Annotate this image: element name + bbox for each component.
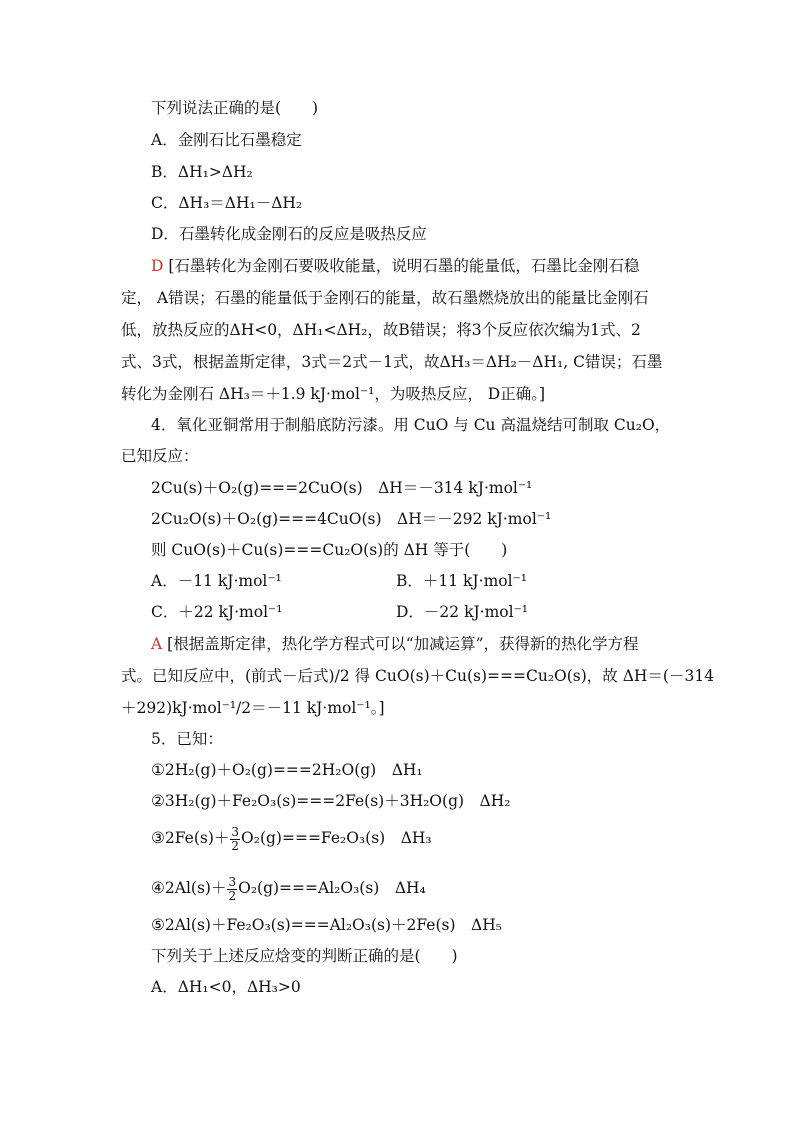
q5-reaction-3	[151, 823, 432, 853]
q5-stem: 5．已知：	[151, 730, 223, 748]
q5-reaction-1: ①2H₂(g)＋O₂(g)===2H₂O(g) ΔH₁	[151, 761, 423, 779]
fraction-numerator: 3	[228, 874, 237, 889]
fraction-denominator: 2	[231, 838, 240, 853]
q4-option-a: A．－11 kJ·mol⁻¹	[151, 572, 282, 590]
q4-explanation-line1	[151, 634, 639, 654]
q5-reaction-4	[151, 873, 426, 903]
q5-option-a: A．ΔH₁<0，ΔH₃>0	[151, 978, 301, 996]
q3-explanation-line3: 低，放热反应的ΔH<0，ΔH₁<ΔH₂，故B错误；将3个反应依次编为1式、2	[121, 321, 641, 339]
q5-reaction-5: ⑤2Al(s)＋Fe₂O₃(s)===Al₂O₃(s)＋2Fe(s) ΔH₅	[151, 916, 502, 934]
q5-reaction-4-fraction	[227, 876, 237, 903]
q4-option-d: D．－22 kJ·mol⁻¹	[396, 603, 528, 621]
q5-reaction-3-left: ③2Fe(s)＋	[151, 829, 230, 847]
q3-option-c: C．ΔH₃＝ΔH₁－ΔH₂	[151, 194, 303, 212]
q3-explanation-line4: 式、3式，根据盖斯定律，3式＝2式－1式，故ΔH₃＝ΔH₂－ΔH₁, C错误；石墨	[121, 353, 663, 371]
q3-explanation-text1: [石墨转化为金刚石要吸收能量，说明石墨的能量低，石墨比金刚石稳	[168, 257, 640, 275]
q4-explanation-text1: [根据盖斯定律，热化学方程式可以“加减运算”，获得新的热化学方程	[167, 635, 639, 653]
q3-explanation-line2: 定， A错误；石墨的能量低于金刚石的能量，故石墨燃烧放出的能量比金刚石	[121, 289, 649, 307]
q5-reaction-3-right: O₂(g)===Fe₂O₃(s) ΔH₃	[241, 829, 432, 847]
q3-explanation-line5: 转化为金刚石 ΔH₃＝＋1.9 kJ·mol⁻¹，为吸热反应， D正确。]	[121, 385, 545, 403]
q5-reaction-3-fraction	[230, 826, 240, 853]
q5-reaction-4-right: O₂(g)===Al₂O₃(s) ΔH₄	[238, 879, 426, 897]
q4-explanation-line2: 式。已知反应中，(前式－后式)/2 得 CuO(s)＋Cu(s)===Cu₂O(s)，故 ΔH＝(－314	[121, 667, 715, 685]
q3-option-d: D．石墨转化成金刚石的反应是吸热反应	[151, 225, 427, 243]
q4-answer-letter: A	[151, 635, 163, 653]
q4-equation-1: 2Cu(s)＋O₂(g)===2CuO(s) ΔH＝－314 kJ·mol⁻¹	[151, 479, 533, 497]
q3-option-a: A．金刚石比石墨稳定	[151, 131, 302, 149]
fraction-denominator: 2	[228, 888, 237, 903]
q4-stem-line2: 已知反应：	[121, 447, 199, 465]
q4-equation-2: 2Cu₂O(s)＋O₂(g)===4CuO(s) ΔH＝－292 kJ·mol⁻¹	[151, 510, 552, 528]
q4-stem-line1: 4．氧化亚铜常用于制船底防污漆。用 CuO 与 Cu 高温烧结可制取 Cu₂O，	[151, 416, 671, 434]
q3-option-b: B．ΔH₁>ΔH₂	[151, 163, 253, 181]
q4-explanation-line3: ＋292)kJ·mol⁻¹/2＝－11 kJ·mol⁻¹。]	[121, 699, 385, 717]
q3-stem: 下列说法正确的是( )	[151, 99, 319, 117]
q4-question: 则 CuO(s)＋Cu(s)===Cu₂O(s)的 ΔH 等于( )	[151, 541, 508, 559]
q5-question: 下列关于上述反应焓变的判断正确的是( )	[151, 947, 458, 965]
q4-option-b: B．＋11 kJ·mol⁻¹	[396, 572, 527, 590]
q4-option-c: C．＋22 kJ·mol⁻¹	[151, 603, 283, 621]
q3-answer-letter: D	[151, 257, 164, 275]
q5-reaction-2: ②3H₂(g)＋Fe₂O₃(s)===2Fe(s)＋3H₂O(g) ΔH₂	[151, 792, 511, 810]
q3-explanation-line1	[151, 256, 639, 276]
q5-reaction-4-left: ④2Al(s)＋	[151, 879, 227, 897]
fraction-numerator: 3	[231, 824, 240, 839]
